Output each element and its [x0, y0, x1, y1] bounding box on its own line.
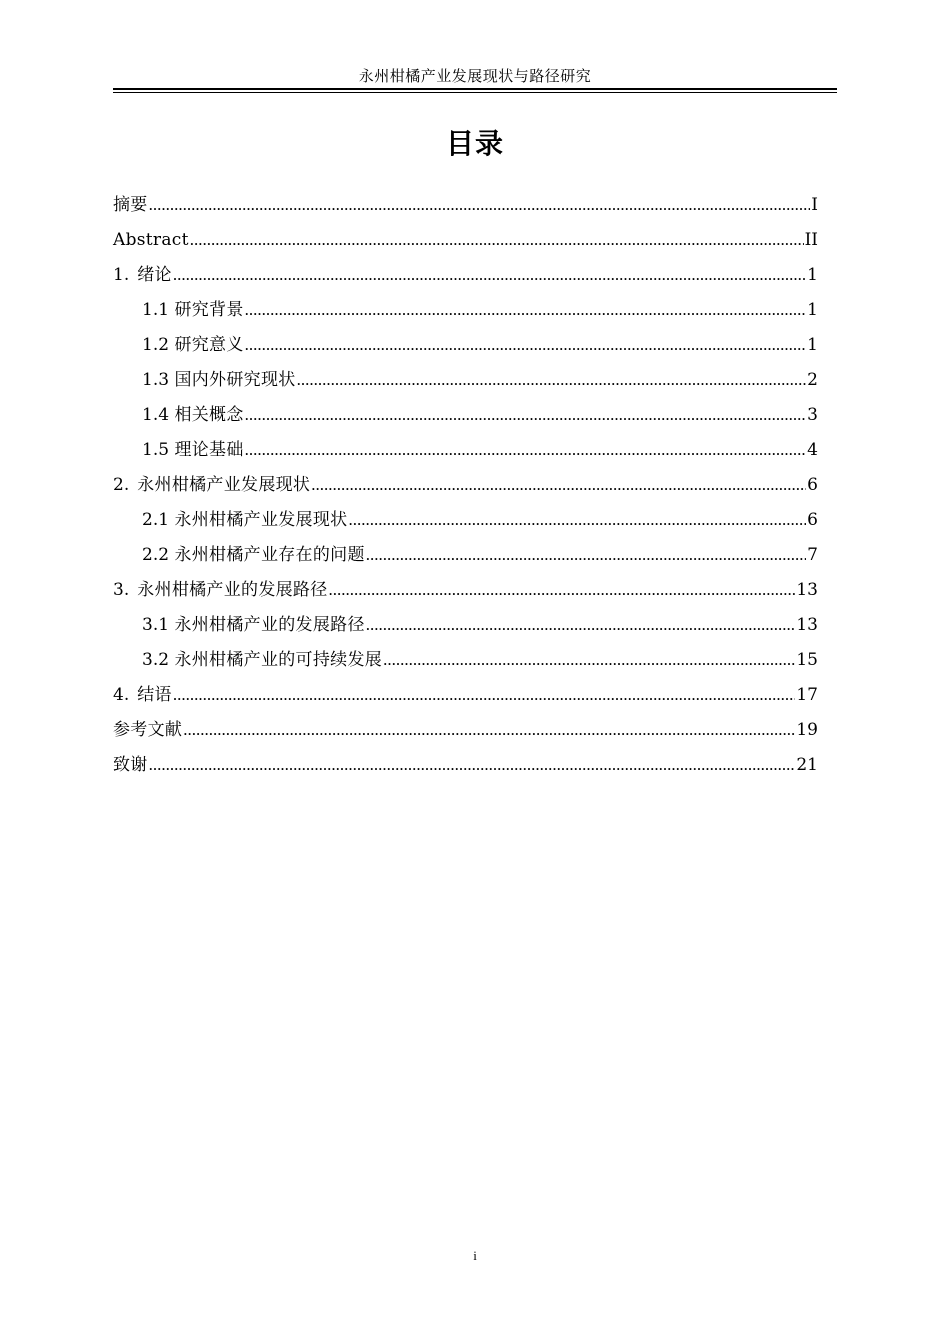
toc-dot-leader: [190, 225, 804, 255]
toc-entry-number: 1.: [113, 265, 130, 285]
toc-entry[interactable]: [113, 540, 818, 575]
toc-entry-label: Abstract: [113, 230, 189, 250]
toc-dot-leader: [173, 680, 796, 710]
toc-dot-leader: [173, 260, 806, 290]
toc-entry[interactable]: [113, 470, 818, 505]
toc-dot-leader: [329, 575, 796, 605]
toc-entry-number: 1.1: [142, 300, 170, 320]
toc-entry[interactable]: [113, 190, 818, 225]
toc-entry-page: 1: [807, 300, 818, 320]
toc-entry-label: 国内外研究现状: [174, 370, 296, 390]
toc-entry-number: 2.1: [142, 510, 170, 530]
toc-entry-label: 永州柑橘产业的发展路径: [174, 615, 365, 635]
toc-entry-label: 结语: [137, 685, 172, 705]
toc-entry-page: 21: [796, 755, 818, 775]
toc-entry-page: 1: [807, 265, 818, 285]
running-header: 永州柑橘产业发展现状与路径研究: [358, 67, 592, 85]
toc-entry-label: 绪论: [137, 265, 172, 285]
toc-entry-label: 永州柑橘产业的发展路径: [137, 580, 328, 600]
toc-entry[interactable]: [113, 260, 818, 295]
toc-entry-label: 永州柑橘产业存在的问题: [174, 545, 365, 565]
toc-entry-label: 参考文献: [113, 720, 183, 740]
toc-entry-page: 2: [807, 370, 818, 390]
toc-entry-label: 研究意义: [174, 335, 244, 355]
toc-dot-leader: [366, 610, 796, 640]
toc-dot-leader: [149, 750, 796, 780]
toc-entry-page: 6: [807, 475, 818, 495]
toc-dot-leader: [383, 645, 795, 675]
toc-entry-page: 1: [807, 335, 818, 355]
toc-entry-page: 13: [796, 615, 818, 635]
toc-entry-label: 致谢: [113, 755, 148, 775]
toc-entry[interactable]: [113, 750, 818, 785]
toc-entry-page: 3: [807, 405, 818, 425]
toc-entry-number: 2.: [113, 475, 130, 495]
toc-entry[interactable]: [113, 505, 818, 540]
toc-entry-number: 1.2: [142, 335, 170, 355]
toc-dot-leader: [366, 540, 806, 570]
toc-entry-label: 永州柑橘产业发展现状: [174, 510, 348, 530]
toc-entry-page: II: [804, 230, 818, 250]
toc-entry-page: 7: [807, 545, 818, 565]
toc-entry-number: 2.2: [142, 545, 170, 565]
toc-entry-number: 3.1: [142, 615, 170, 635]
toc-entry-label: 摘要: [113, 195, 148, 215]
toc-dot-leader: [297, 365, 807, 395]
header-rule-thin: [113, 92, 837, 93]
toc-entry-number: 1.4: [142, 405, 170, 425]
toc-entry[interactable]: [113, 680, 818, 715]
toc-entry-label: 理论基础: [174, 440, 244, 460]
toc-entry-page: 17: [796, 685, 818, 705]
toc-entry-number: 3.2: [142, 650, 170, 670]
toc-dot-leader: [245, 330, 807, 360]
page-number: i: [473, 1248, 477, 1263]
toc-entry-page: 19: [796, 720, 818, 740]
toc-dot-leader: [183, 715, 795, 745]
toc-entry[interactable]: [113, 330, 818, 365]
toc-dot-leader: [348, 505, 806, 535]
toc-entry[interactable]: [113, 225, 818, 260]
toc-entry[interactable]: [113, 400, 818, 435]
toc-entry-number: 3.: [113, 580, 130, 600]
toc-entry-page: 4: [807, 440, 818, 460]
toc-entry-number: 1.5: [142, 440, 170, 460]
toc-entry[interactable]: [113, 610, 818, 645]
toc-entry[interactable]: [113, 435, 818, 470]
toc-dot-leader: [245, 435, 807, 465]
toc-entry-page: 13: [796, 580, 818, 600]
toc-entry[interactable]: [113, 645, 818, 680]
toc-entry-number: 1.3: [142, 370, 170, 390]
toc-dot-leader: [245, 400, 807, 430]
toc-title: 目录: [445, 127, 504, 160]
toc-entry-page: I: [811, 195, 818, 215]
toc-entry-page: 15: [796, 650, 818, 670]
toc-entry-page: 6: [807, 510, 818, 530]
toc-entry-label: 永州柑橘产业发展现状: [137, 475, 311, 495]
toc-entry-label: 相关概念: [174, 405, 244, 425]
toc-entry[interactable]: [113, 295, 818, 330]
toc-entry-label: 永州柑橘产业的可持续发展: [174, 650, 383, 670]
toc-dot-leader: [245, 295, 807, 325]
toc-entry-label: 研究背景: [174, 300, 244, 320]
header-rule-thick: [113, 88, 837, 90]
table-of-contents: [113, 190, 818, 785]
toc-dot-leader: [311, 470, 806, 500]
toc-entry[interactable]: [113, 575, 818, 610]
toc-entry[interactable]: [113, 365, 818, 400]
toc-dot-leader: [149, 190, 811, 220]
toc-entry[interactable]: [113, 715, 818, 750]
toc-entry-number: 4.: [113, 685, 130, 705]
